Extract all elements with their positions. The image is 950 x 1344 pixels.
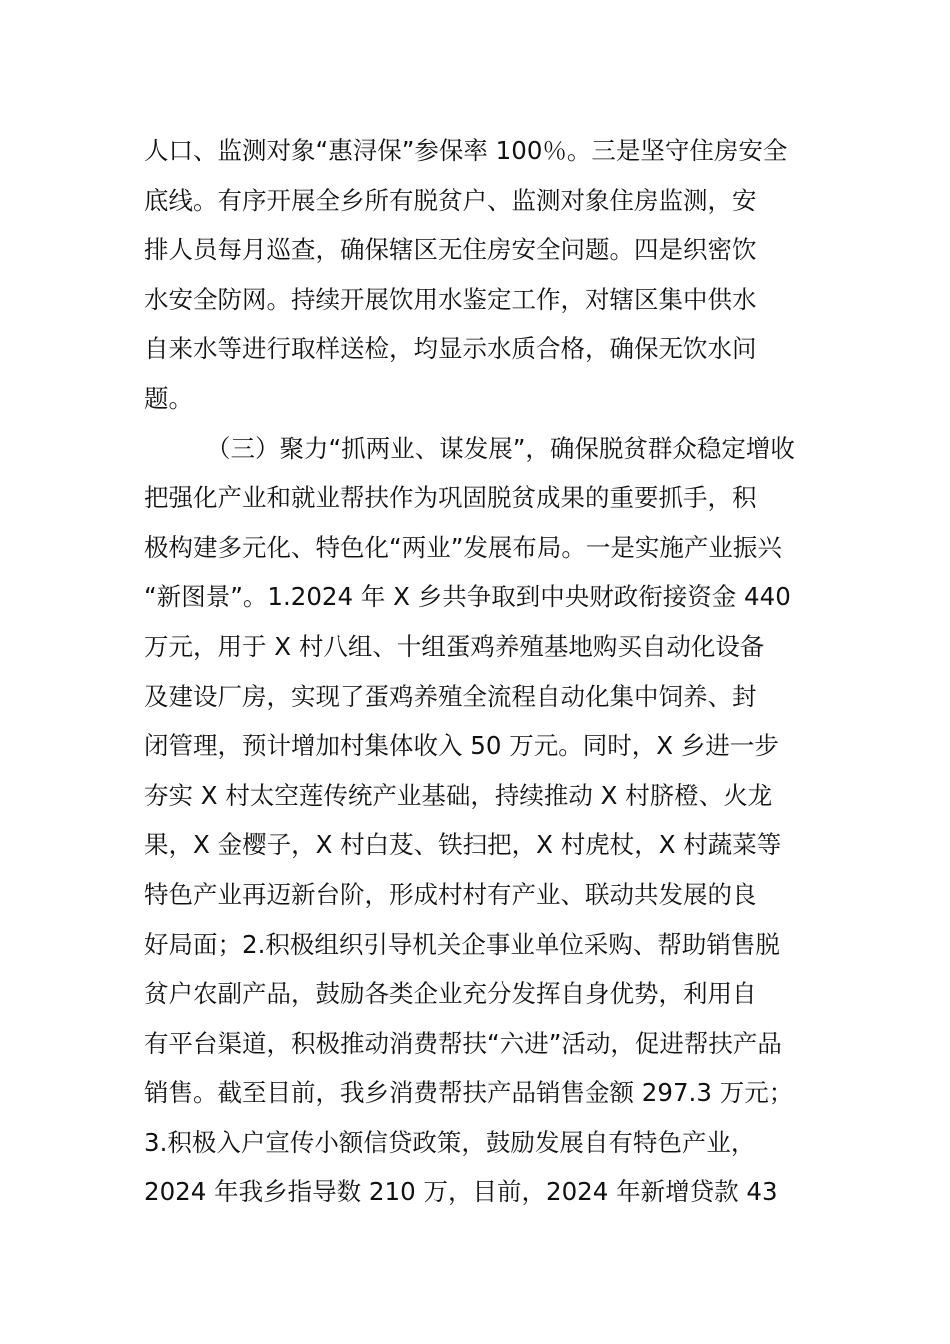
text-line: 自来水等进行取样送检，均显示水质合格，确保无饮水问: [144, 334, 757, 364]
text-line: 题。: [144, 383, 193, 413]
text-line: 及建设厂房，实现了蛋鸡养殖全流程自动化集中饲养、封: [144, 681, 757, 711]
text-line: 好局面；2.积极组织引导机关企事业单位采购、帮助销售脱: [144, 929, 780, 959]
text-line: 3.积极入户宣传小额信贷政策，鼓励发展自有特色产业，: [144, 1127, 756, 1157]
section-heading: （三）聚力“抓两业、谋发展”，确保脱贫群众稳定增收: [206, 433, 795, 463]
text-line: 有平台渠道，积极推动消费帮扶“六进”活动，促进帮扶产品: [144, 1028, 782, 1058]
text-line: 万元，用于 X 村八组、十组蛋鸡养殖基地购买自动化设备: [144, 631, 765, 661]
text-line: 果，X 金樱子，X 村白芨、铁扫把，X 村虎杖，X 村蔬菜等: [144, 830, 782, 860]
text-line: 2024 年我乡指导数 210 万，目前，2024 年新增贷款 43: [144, 1177, 778, 1207]
text-line: 极构建多元化、特色化“两业”发展布局。一是实施产业振兴: [144, 532, 782, 562]
text-line: 闭管理，预计增加村集体收入 50 万元。同时，X 乡进一步: [144, 731, 779, 761]
text-line: 夯实 X 村太空莲传统产业基础，持续推动 X 村脐橙、火龙: [144, 780, 773, 810]
text-line: 销售。截至目前，我乡消费帮扶产品销售金额 297.3 万元；: [144, 1078, 794, 1108]
text-line: 贫户农副产品，鼓励各类企业充分发挥自身优势，利用自: [144, 979, 757, 1009]
text-line: 排人员每月巡查，确保辖区无住房安全问题。四是织密饮: [144, 235, 757, 265]
text-line: 底线。有序开展全乡所有脱贫户、监测对象住房监测，安: [144, 185, 757, 215]
text-line: 人口、监测对象“惠浔保”参保率 100％。三是坚守住房安全: [144, 136, 788, 165]
text-line: “新图景”。1.2024 年 X 乡共争取到中央财政衔接资金 440: [144, 582, 791, 612]
text-line: 把强化产业和就业帮扶作为巩固脱贫成果的重要抓手，积: [144, 483, 757, 513]
body-text: [144, 126, 844, 1217]
text-line: 特色产业再迈新台阶，形成村村有产业、联动共发展的良: [144, 879, 757, 909]
text-line: 水安全防网。持续开展饮用水鉴定工作，对辖区集中供水: [144, 284, 757, 314]
